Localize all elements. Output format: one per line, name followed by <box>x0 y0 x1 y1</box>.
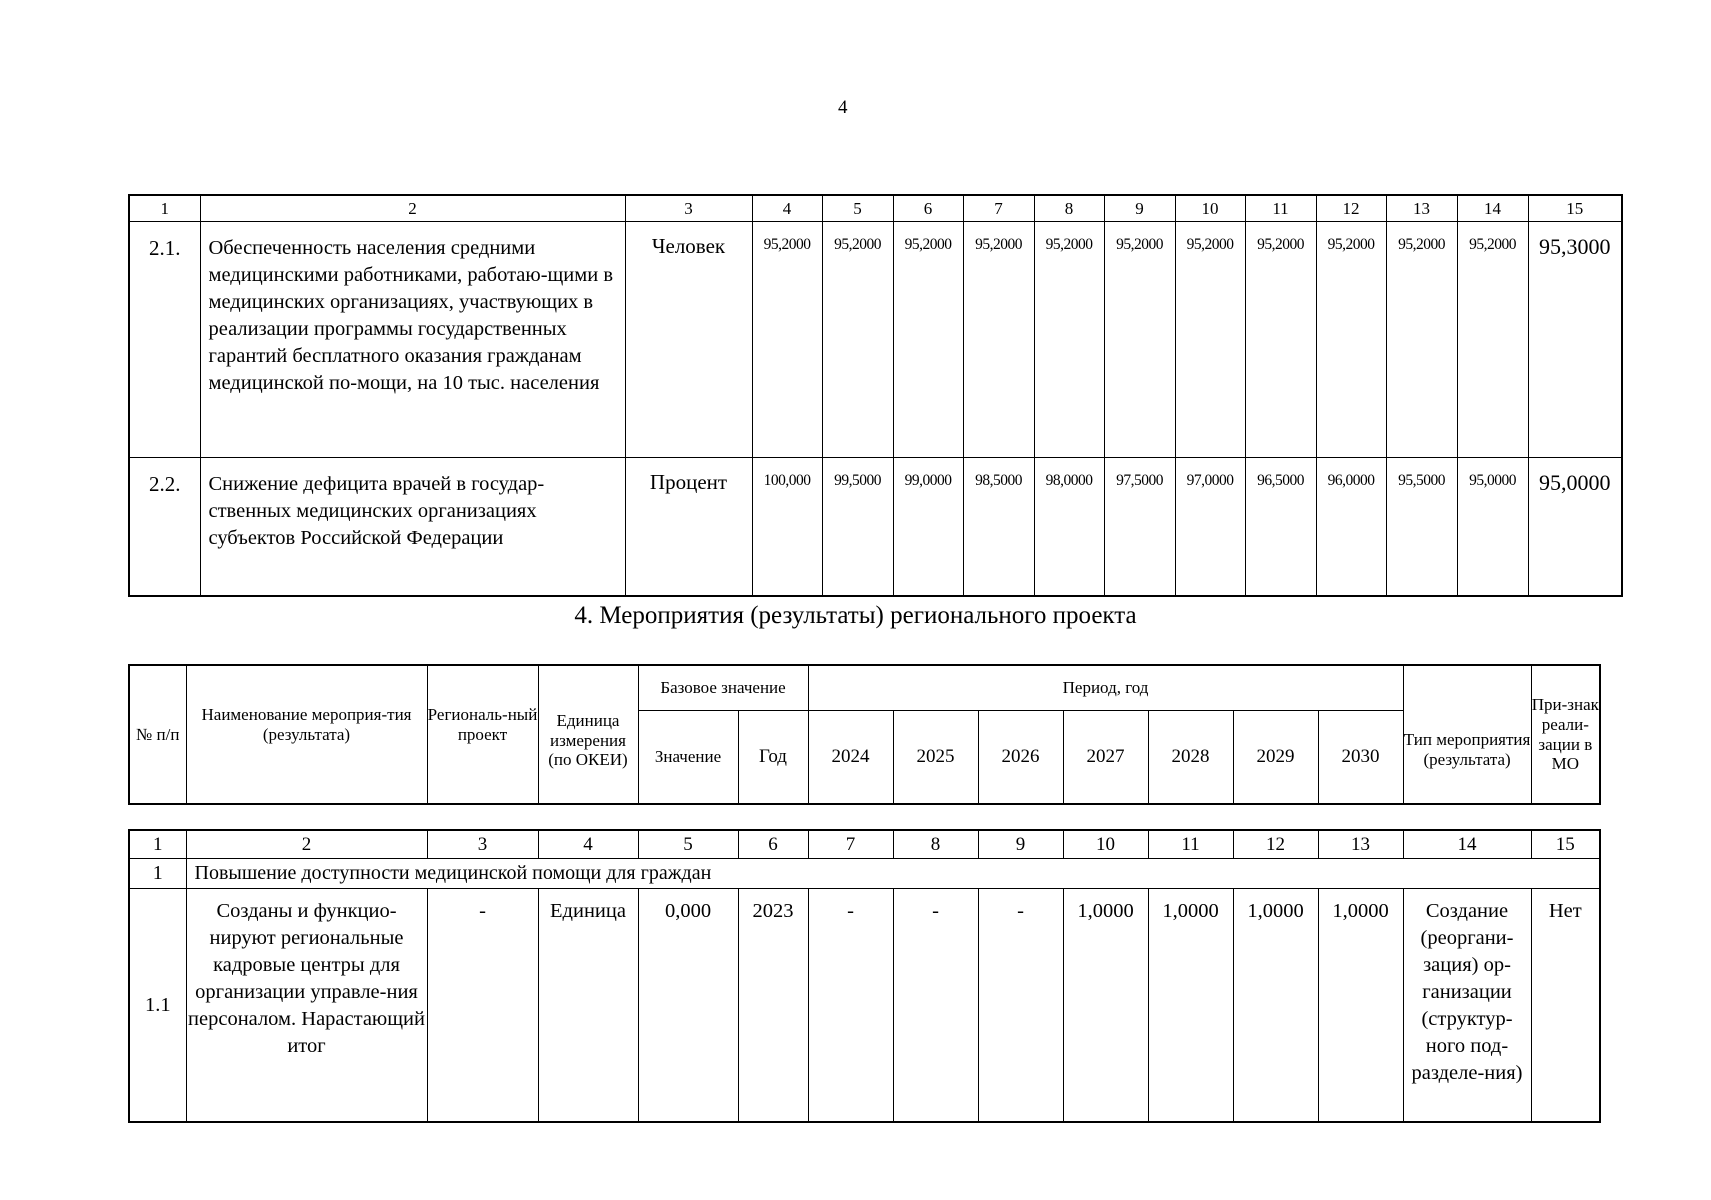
column-number-cell: 2 <box>200 195 625 222</box>
year-column-header: 2030 <box>1318 710 1403 804</box>
indicator-unit: Человек <box>625 222 752 458</box>
unit-column-header: Единица измерения (по ОКЕИ) <box>538 665 638 804</box>
name-column-header: Наименование мероприя-тия (результата) <box>186 665 427 804</box>
column-number-cell: 13 <box>1386 195 1457 222</box>
column-number-cell: 3 <box>427 830 538 859</box>
base-year-column-header: Год <box>738 710 808 804</box>
indicator-value: 95,0000 <box>1528 458 1622 597</box>
column-number-cell: 6 <box>738 830 808 859</box>
activities-numbering-row <box>129 830 1600 859</box>
column-number-cell: 5 <box>822 195 893 222</box>
indicator-value: 98,5000 <box>963 458 1034 597</box>
column-number-cell: 11 <box>1148 830 1233 859</box>
column-number-cell: 2 <box>186 830 427 859</box>
indicator-value: 98,0000 <box>1034 458 1104 597</box>
column-number-cell: 7 <box>963 195 1034 222</box>
column-number-cell: 7 <box>808 830 893 859</box>
activity-year-value: 1,0000 <box>1063 889 1148 1123</box>
indicator-value: 96,5000 <box>1245 458 1316 597</box>
indicator-row <box>129 458 1622 597</box>
period-group-header: Период, год <box>808 665 1403 710</box>
indicator-value: 95,2000 <box>1104 222 1175 458</box>
activity-name: Созданы и функцио-нируют региональные кадровые центры для организации управле-ния персоналом. Нарастающий итог <box>186 889 427 1123</box>
indicator-value: 95,2000 <box>752 222 822 458</box>
activities-table <box>128 829 1601 1123</box>
indicator-value: 99,5000 <box>822 458 893 597</box>
section-title: 4. Мероприятия (результаты) регионального проекта <box>574 602 1137 629</box>
activity-number: 1.1 <box>129 889 186 1123</box>
column-number-cell: 15 <box>1531 830 1600 859</box>
column-number-cell: 1 <box>129 195 200 222</box>
column-number-cell: 12 <box>1233 830 1318 859</box>
type-column-header: Тип мероприятия (результата) <box>1403 665 1531 804</box>
indicator-row <box>129 222 1622 458</box>
regional-project-column-header: Региональ-ный проект <box>427 665 538 804</box>
group-title: Повышение доступности медицинской помощи для граждан <box>186 859 1600 889</box>
activity-unit: Единица <box>538 889 638 1123</box>
column-number-cell: 5 <box>638 830 738 859</box>
activity-year-value: - <box>978 889 1063 1123</box>
number-column-header: № п/п <box>129 665 186 804</box>
indicators-header-row <box>129 195 1622 222</box>
column-number-cell: 12 <box>1316 195 1386 222</box>
indicator-value: 95,2000 <box>893 222 963 458</box>
indicator-name: Снижение дефицита врачей в государ-ственных медицинских организациях субъектов Российской Федерации <box>200 458 625 597</box>
column-number-cell: 9 <box>978 830 1063 859</box>
activity-base-value: 0,000 <box>638 889 738 1123</box>
activity-year-value: - <box>893 889 978 1123</box>
column-number-cell: 14 <box>1457 195 1528 222</box>
activity-project: - <box>427 889 538 1123</box>
indicator-value: 95,3000 <box>1528 222 1622 458</box>
activity-base-year: 2023 <box>738 889 808 1123</box>
year-column-header: 2028 <box>1148 710 1233 804</box>
indicator-value: 95,2000 <box>1245 222 1316 458</box>
year-column-header: 2025 <box>893 710 978 804</box>
activity-year-value: 1,0000 <box>1318 889 1403 1123</box>
column-number-cell: 10 <box>1063 830 1148 859</box>
indicator-value: 97,0000 <box>1175 458 1245 597</box>
indicator-number: 2.2. <box>129 458 200 597</box>
base-value-column-header: Значение <box>638 710 738 804</box>
sign-column-header: При-знак реали-зации в МО <box>1531 665 1600 804</box>
activity-type: Создание (реоргани-зация) ор-ганизации (структур-ного под-разделе-ния) <box>1403 889 1531 1123</box>
indicator-name: Обеспеченность населения средними медицинскими работниками, работаю-щими в медицинских организациях, участвующих в реализации программы государственных гарантий бесплатного оказания гражданам медицинской по-мощи, на 10 тыс. населения <box>200 222 625 458</box>
indicator-value: 99,0000 <box>893 458 963 597</box>
column-number-cell: 11 <box>1245 195 1316 222</box>
indicator-value: 95,2000 <box>1316 222 1386 458</box>
column-number-cell: 1 <box>129 830 186 859</box>
column-number-cell: 14 <box>1403 830 1531 859</box>
indicator-value: 95,2000 <box>1386 222 1457 458</box>
year-column-header: 2029 <box>1233 710 1318 804</box>
indicators-table <box>128 194 1623 597</box>
column-number-cell: 9 <box>1104 195 1175 222</box>
column-number-cell: 4 <box>538 830 638 859</box>
column-number-cell: 6 <box>893 195 963 222</box>
page-number: 4 <box>838 97 848 118</box>
activity-year-value: - <box>808 889 893 1123</box>
activities-header-table <box>128 664 1601 805</box>
indicator-value: 96,0000 <box>1316 458 1386 597</box>
activity-sign: Нет <box>1531 889 1600 1123</box>
group-number: 1 <box>129 859 186 889</box>
indicator-value: 95,2000 <box>1457 222 1528 458</box>
indicator-value: 95,2000 <box>1034 222 1104 458</box>
activity-year-value: 1,0000 <box>1233 889 1318 1123</box>
column-number-cell: 15 <box>1528 195 1622 222</box>
column-number-cell: 13 <box>1318 830 1403 859</box>
activity-year-value: 1,0000 <box>1148 889 1233 1123</box>
indicator-value: 95,5000 <box>1386 458 1457 597</box>
indicator-value: 95,2000 <box>822 222 893 458</box>
activity-group-row <box>129 859 1600 889</box>
column-number-cell: 10 <box>1175 195 1245 222</box>
indicator-value: 100,000 <box>752 458 822 597</box>
column-number-cell: 3 <box>625 195 752 222</box>
column-number-cell: 8 <box>893 830 978 859</box>
indicator-number: 2.1. <box>129 222 200 458</box>
activity-row <box>129 889 1600 1123</box>
year-column-header: 2024 <box>808 710 893 804</box>
column-number-cell: 4 <box>752 195 822 222</box>
indicator-unit: Процент <box>625 458 752 597</box>
column-number-cell: 8 <box>1034 195 1104 222</box>
year-column-header: 2026 <box>978 710 1063 804</box>
indicator-value: 97,5000 <box>1104 458 1175 597</box>
base-value-group-header: Базовое значение <box>638 665 808 710</box>
year-column-header: 2027 <box>1063 710 1148 804</box>
indicator-value: 95,2000 <box>963 222 1034 458</box>
indicator-value: 95,2000 <box>1175 222 1245 458</box>
indicator-value: 95,0000 <box>1457 458 1528 597</box>
